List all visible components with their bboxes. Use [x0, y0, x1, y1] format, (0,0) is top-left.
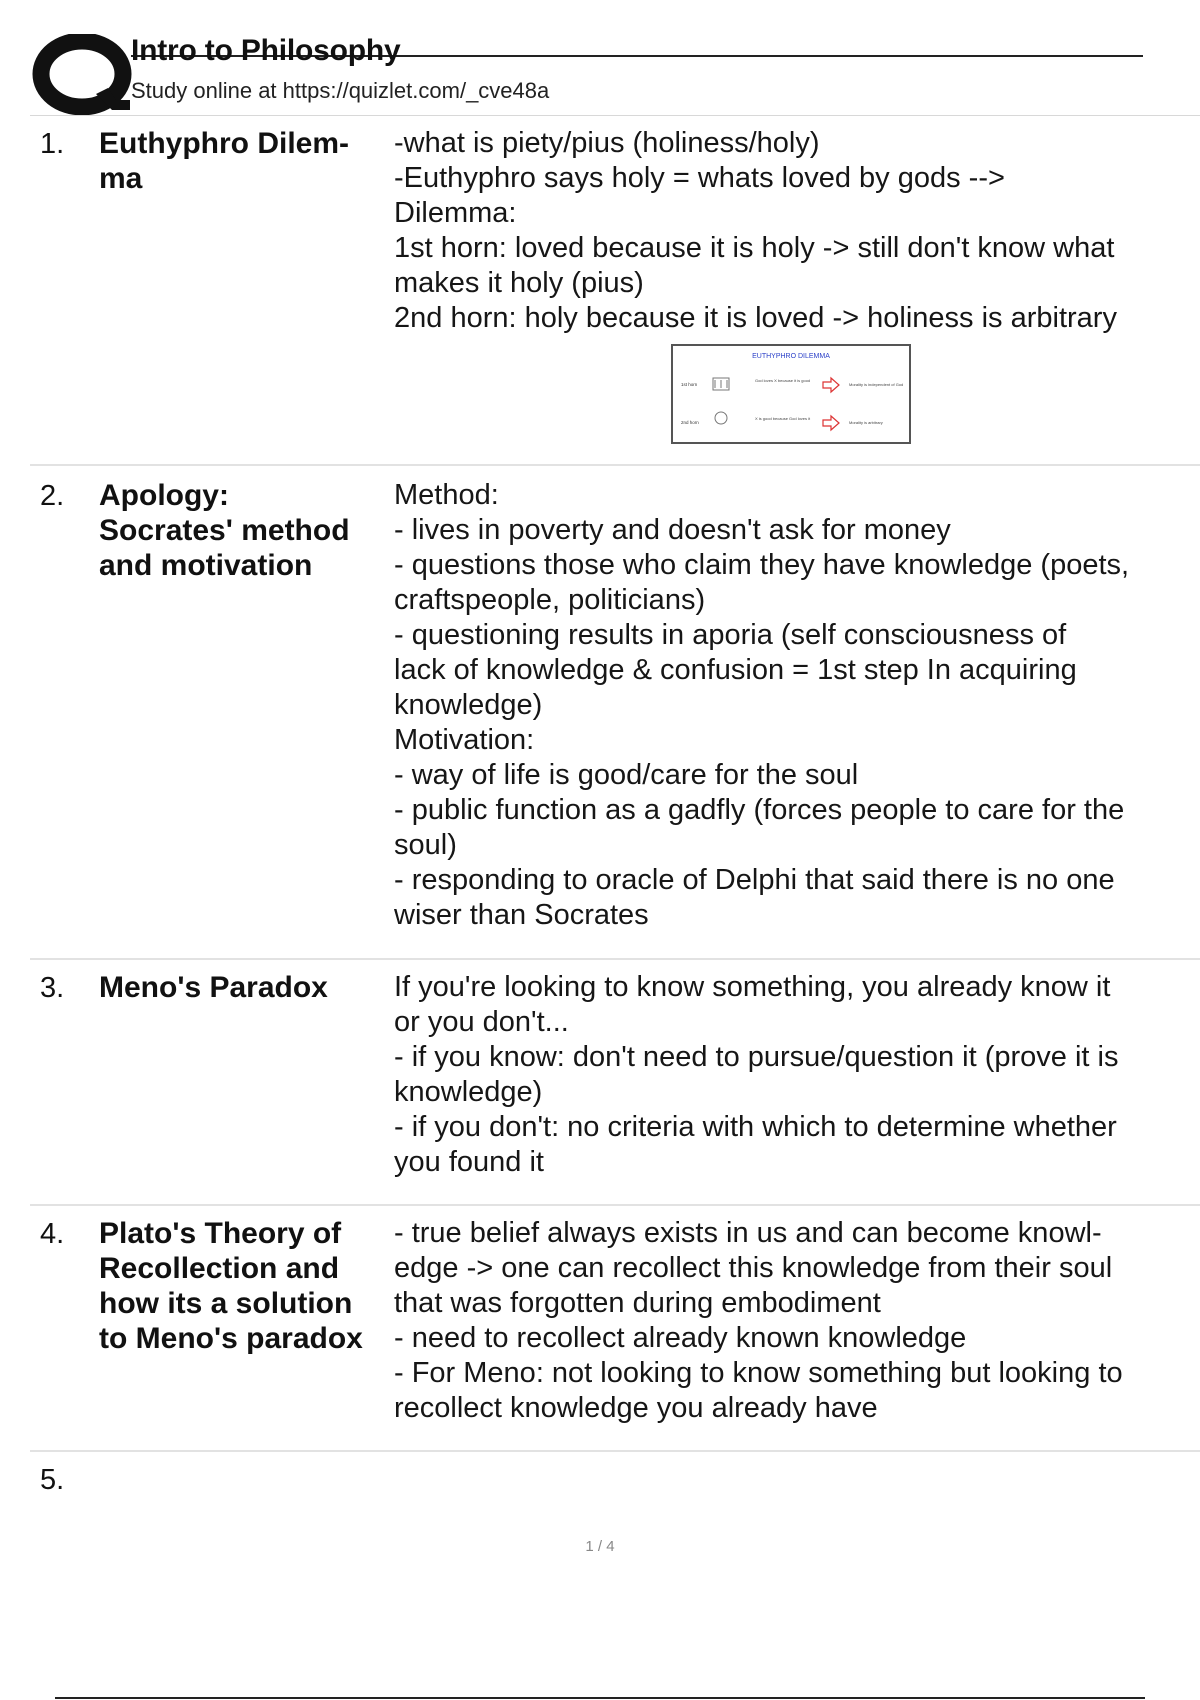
flashcard-list	[30, 116, 1200, 1532]
card-definition	[394, 970, 1200, 1180]
card-number: 1.	[40, 128, 65, 160]
god-figure-icon	[715, 412, 727, 424]
flashcard	[30, 1452, 1200, 1532]
card-term	[99, 478, 369, 583]
definition-line: wiser than Socrates	[394, 899, 649, 931]
card-definition	[394, 1216, 1200, 1426]
image-title: EUTHYPHRO DILEMMA	[752, 353, 830, 360]
definition-line: makes it holy (pius)	[394, 267, 644, 299]
document-header	[30, 30, 1140, 116]
definition-line: 2nd horn: holy because it is loved -> holiness is arbitrary	[394, 302, 1117, 334]
definition-line: that was forgotten during embodiment	[394, 1287, 881, 1319]
term-line: how its a solution	[99, 1287, 353, 1320]
image-row-text: God loves X because it is good	[755, 378, 811, 383]
term-line: ma	[99, 162, 143, 195]
flashcard	[30, 960, 1200, 1206]
term-line: Recollection and	[99, 1252, 340, 1285]
image-row-result: Morality is arbitrary	[849, 420, 883, 425]
definition-line: craftspeople, politicians)	[394, 584, 706, 616]
definition-line: knowledge)	[394, 1076, 543, 1108]
card-number: 4.	[40, 1218, 65, 1250]
definition-line: Dilemma:	[394, 197, 517, 229]
footer-rule	[55, 1697, 1145, 1699]
flashcard	[30, 466, 1200, 960]
definition-line: - if you don't: no criteria with which to determine whether	[394, 1111, 1117, 1143]
definition-line: - public function as a gadfly (forces people to care for the	[394, 794, 1125, 826]
definition-line: - if you know: don't need to pursue/question it (prove it is	[394, 1041, 1119, 1073]
card-number: 3.	[40, 972, 65, 1004]
definition-line: - questioning results in aporia (self consciousness of	[394, 619, 1067, 651]
definition-line: Method:	[394, 479, 499, 511]
image-row-text: X is good because God loves it	[755, 416, 811, 421]
definition-line: lack of knowledge & confusion = 1st step In acquiring	[394, 654, 1077, 686]
definition-line: knowledge)	[394, 689, 543, 721]
card-number: 5.	[40, 1464, 65, 1496]
definition-line: - true belief always exists in us and can become knowl-	[394, 1217, 1102, 1249]
euthyphro-dilemma-image[interactable]	[671, 344, 911, 444]
arrow-right-icon	[823, 416, 839, 430]
image-row-label: 1st horn	[681, 382, 698, 387]
definition-line: 1st horn: loved because it is holy -> still don't know what	[394, 232, 1115, 264]
card-term	[99, 970, 369, 1005]
term-line: to Meno's paradox	[99, 1322, 363, 1355]
arrow-right-icon	[823, 378, 839, 392]
definition-line: - need to recollect already known knowledge	[394, 1322, 967, 1354]
term-line: Plato's Theory of	[99, 1217, 342, 1250]
image-row-label: 2nd horn	[681, 420, 699, 425]
definition-line: -what is piety/pius (holiness/holy)	[394, 127, 820, 159]
document-title: Intro to Philosophy	[131, 34, 401, 67]
definition-line: or you don't...	[394, 1006, 569, 1038]
image-row-result: Morality is independent of God	[849, 382, 904, 387]
definition-line: - responding to oracle of Delphi that said there is no one	[394, 864, 1115, 896]
card-definition	[394, 478, 1200, 933]
term-line: Meno's Paradox	[99, 971, 328, 1004]
card-term	[99, 1216, 369, 1356]
definition-line: - lives in poverty and doesn't ask for money	[394, 514, 951, 546]
definition-line: soul)	[394, 829, 457, 861]
term-line: Socrates' method	[99, 514, 350, 547]
definition-line: edge -> one can recollect this knowledge from their soul	[394, 1252, 1113, 1284]
flashcard	[30, 116, 1200, 466]
flashcard	[30, 1206, 1200, 1452]
definition-line: - For Meno: not looking to know something but looking to	[394, 1357, 1123, 1389]
study-online-link[interactable]: Study online at https://quizlet.com/_cve48a	[131, 78, 550, 103]
card-definition	[394, 126, 1200, 336]
definition-line: - questions those who claim they have knowledge (poets,	[394, 549, 1130, 581]
definition-line: -Euthyphro says holy = whats loved by gods -->	[394, 162, 1005, 194]
term-line: Apology:	[99, 479, 229, 512]
definition-line: you found it	[394, 1146, 544, 1178]
definition-line: Motivation:	[394, 724, 535, 756]
card-term	[99, 126, 369, 196]
definition-line: If you're looking to know something, you already know it	[394, 971, 1111, 1003]
term-line: Euthyphro Dilem-	[99, 127, 350, 160]
card-number: 2.	[40, 480, 65, 512]
page-number: 1 / 4	[585, 1538, 615, 1555]
quizlet-logo-icon	[32, 34, 142, 116]
term-line: and motivation	[99, 549, 313, 582]
definition-line: recollect knowledge you already have	[394, 1392, 878, 1424]
definition-line: - way of life is good/care for the soul	[394, 759, 859, 791]
